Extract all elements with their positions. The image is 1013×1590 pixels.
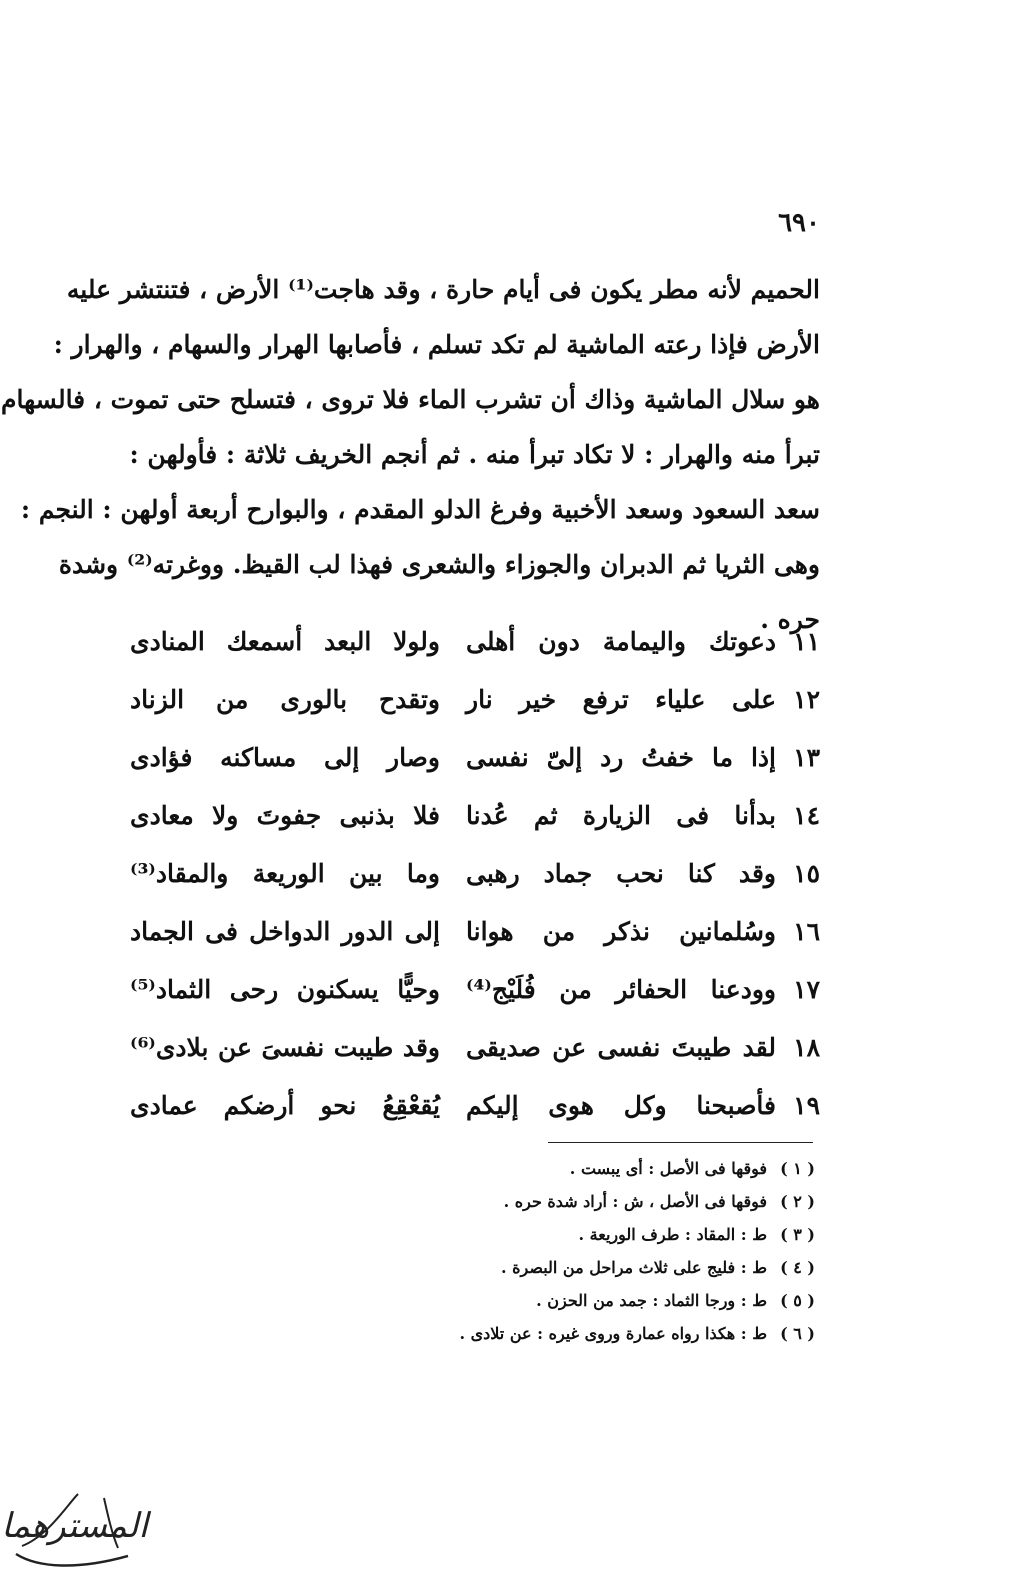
verse-first-hemistich: لقد طيبتَ نفسى عن صديقى: [466, 1032, 776, 1062]
footnote-text: فوقها فى الأصل : أى يبست .: [569, 1159, 767, 1178]
prose-line: سعد السعود وسعد الأخبية وفرغ الدلو المقدم ، والبوارح أربعة أولهن : النجم :: [20, 495, 820, 524]
logo-lettering: المسترهما: [1, 1506, 148, 1546]
verse-number: ١٦: [793, 916, 820, 946]
verse-number: ١٣: [793, 742, 820, 772]
footnote-divider: [548, 1142, 813, 1143]
footnote: [300, 1218, 815, 1251]
verse-row: [130, 1076, 820, 1134]
verse-number: ١٢: [793, 684, 820, 714]
prose-line: الحميم لأنه مطر يكون فى أيام حارة ، وقد هاجت⁽¹⁾ الأرض ، فتنتشر عليه: [66, 275, 820, 304]
footnote-text: ط : فليج على ثلاث مراحل من البصرة .: [500, 1258, 767, 1277]
verse-first-hemistich: وودعنا الحفائر من فُلَيْج⁽⁴⁾: [466, 974, 776, 1004]
footnote-number: ( ٣ ): [780, 1225, 815, 1244]
prose-line: حره .: [760, 605, 820, 634]
verse-row: [130, 960, 820, 1018]
verse-first-hemistich: وسُلمانين نذكر من هوانا: [466, 916, 776, 946]
footnote-text: ط : هكذا رواه عمارة وروى غيره : عن تلادى .: [459, 1324, 767, 1343]
prose-line: هو سلال الماشية وذاك أن تشرب الماء فلا تروى ، فتسلح حتى تموت ، فالسهام: [1, 385, 820, 414]
verse-first-hemistich: فأصبحنا وكل هوى إليكم: [466, 1090, 776, 1120]
verse-row: [130, 786, 820, 844]
verse-row: [130, 844, 820, 902]
verse-row: [130, 670, 820, 728]
footnote-number: ( ٦ ): [780, 1324, 815, 1343]
verse-first-hemistich: على علياء ترفع خير نار: [466, 684, 776, 714]
prose-paragraph: [1, 262, 820, 647]
verse-number: ١٩: [793, 1090, 820, 1120]
verse-second-hemistich: وتقدح بالورى من الزناد: [130, 684, 440, 714]
footnote-number: ( ١ ): [780, 1159, 815, 1178]
verse-second-hemistich: وقد طيبت نفسىَ عن بلادى⁽⁶⁾: [130, 1032, 440, 1062]
calligraphy-logo-icon: [1, 1476, 148, 1576]
prose-line: تبرأ منه والهرار : لا تكاد تبرأ منه . ثم أنجم الخريف ثلاثة : فأولهن :: [129, 440, 820, 469]
footnote-number: ( ٥ ): [780, 1291, 815, 1310]
footnote-text: ط : ورجا الثماد : جمد من الحزن .: [536, 1291, 767, 1310]
verse-number: ١٥: [793, 858, 820, 888]
page-number: ٦٩٠: [778, 208, 820, 238]
verse-second-hemistich: إلى الدور الدواخل فى الجماد: [130, 916, 440, 946]
verse-second-hemistich: وصار إلى مساكنه فؤادى: [130, 742, 440, 772]
verse-second-hemistich: فلا بذنبى جفوتَ ولا معادى: [130, 800, 440, 830]
verse-first-hemistich: دعوتك واليمامة دون أهلى: [466, 626, 776, 656]
footnote: [300, 1251, 815, 1284]
verse-first-hemistich: إذا ما خفتُ رد إلىّ نفسى: [466, 742, 776, 772]
verse-first-hemistich: بدأنا فى الزيارة ثم عُدنا: [466, 800, 776, 830]
verse-first-hemistich: وقد كنا نحب جماد رهبى: [466, 858, 776, 888]
prose-line: الأرض فإذا رعته الماشية لم تكد تسلم ، فأصابها الهرار والسهام ، والهرار :: [53, 330, 820, 359]
verse-second-hemistich: وما بين الوريعة والمقاد⁽³⁾: [130, 858, 440, 888]
footnote: [300, 1317, 815, 1350]
verse-row: [130, 1018, 820, 1076]
verse-number: ١٤: [793, 800, 820, 830]
verse-number: ١٨: [793, 1032, 820, 1062]
footnote: [300, 1185, 815, 1218]
footnotes: [300, 1152, 815, 1350]
verse-number: ١٧: [793, 974, 820, 1004]
footnote-text: ط : المقاد : طرف الوريعة .: [578, 1225, 767, 1244]
verse-row: [130, 612, 820, 670]
verse-second-hemistich: وحيًّا يسكنون رحى الثماد⁽⁵⁾: [130, 974, 440, 1004]
poem: [130, 612, 820, 1134]
footnote-number: ( ٤ ): [780, 1258, 815, 1277]
footnote: [300, 1284, 815, 1317]
verse-second-hemistich: ولولا البعد أسمعك المنادى: [130, 626, 440, 656]
footnote-number: ( ٢ ): [780, 1192, 815, 1211]
footnote: [300, 1152, 815, 1185]
verse-number: ١١: [793, 626, 820, 656]
footnote-text: فوقها فى الأصل ، ش : أراد شدة حره .: [503, 1192, 767, 1211]
verse-row: [130, 902, 820, 960]
prose-line: وهى الثريا ثم الدبران والجوزاء والشعرى فهذا لب القيظ. ووغرته⁽²⁾ وشدة: [58, 550, 820, 579]
verse-second-hemistich: يُقعْقِعُ نحو أرضكم عمادى: [130, 1090, 440, 1120]
verse-row: [130, 728, 820, 786]
